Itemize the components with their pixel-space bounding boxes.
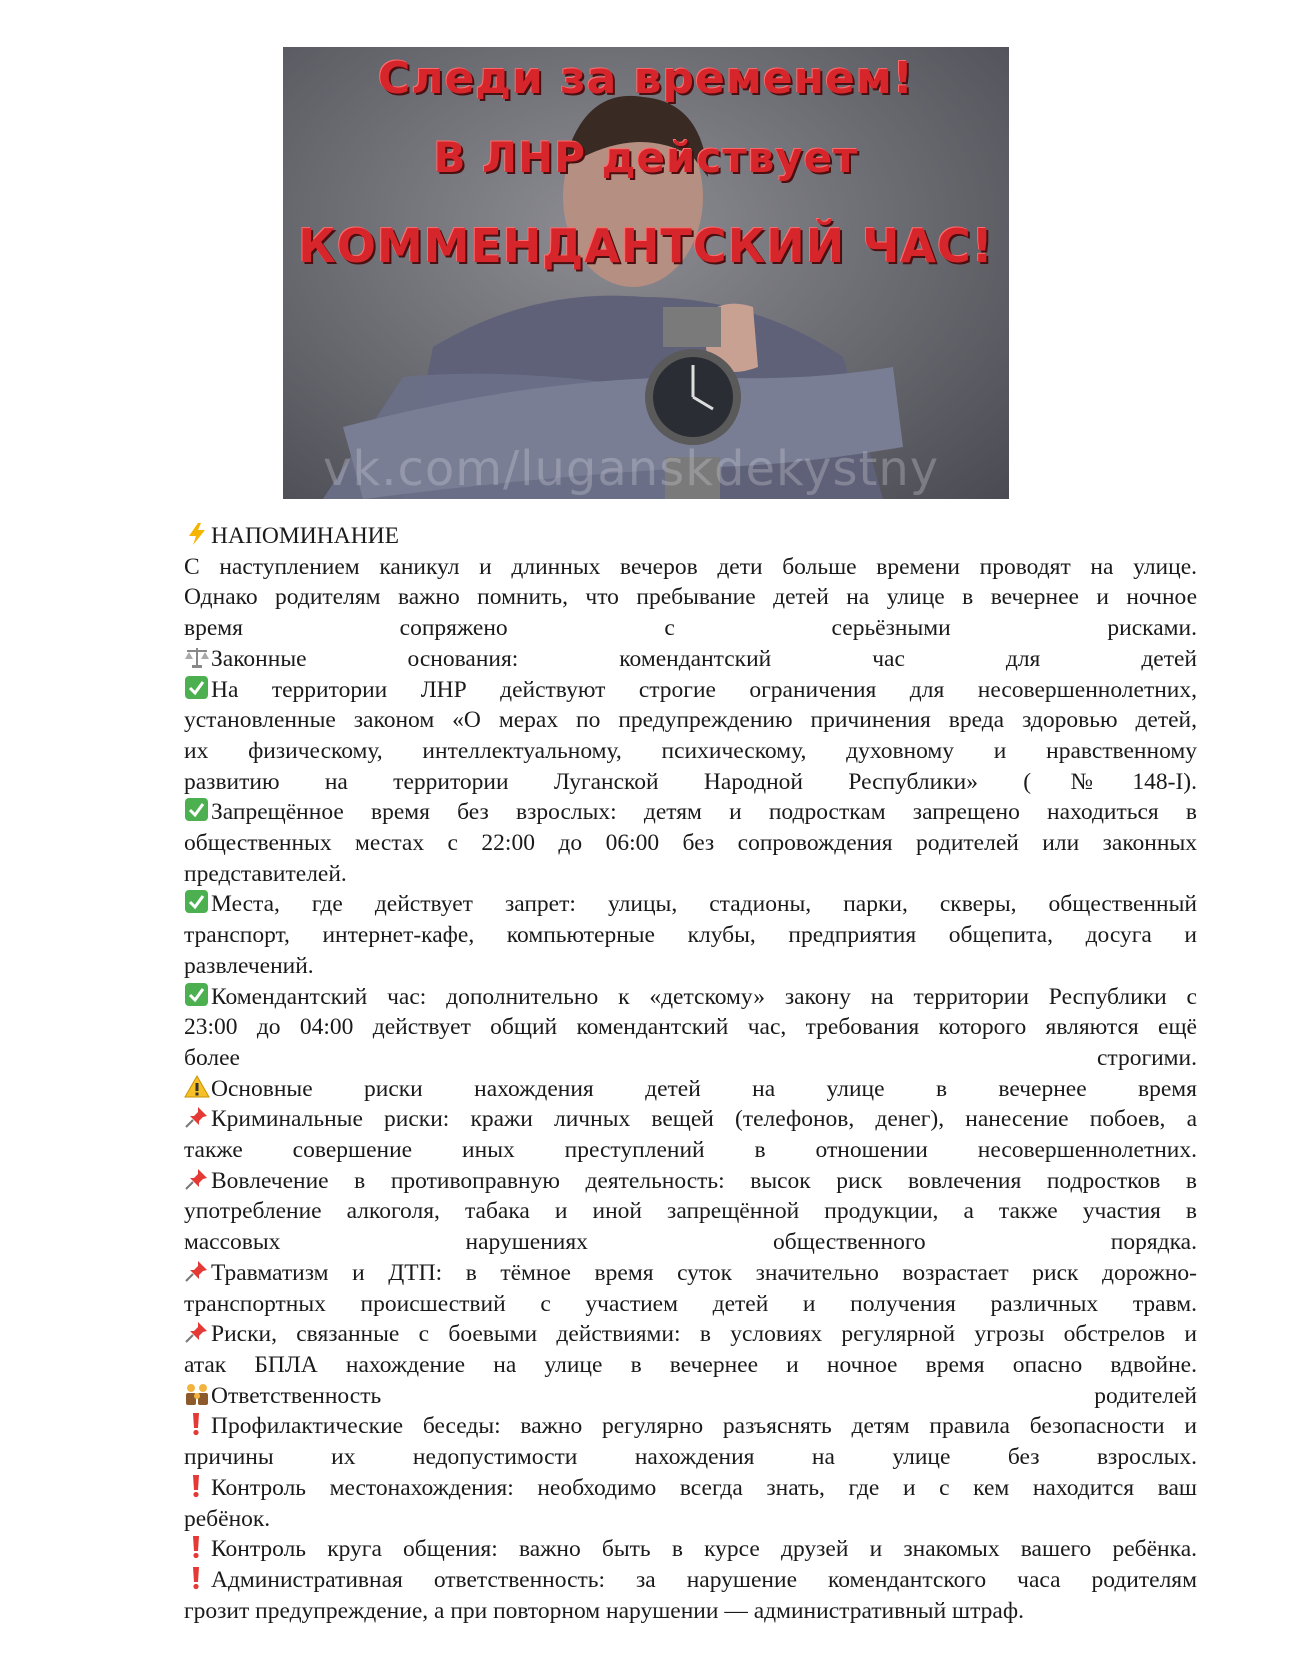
- text-line: Запрещённое время без взрослых: детям и подросткам запрещено находиться в: [184, 797, 1197, 828]
- text-line: их физическому, интеллектуальному, психическому, духовному и нравственному: [184, 737, 1197, 764]
- text-line: Законные основания: комендантский час для детей: [184, 644, 1197, 675]
- pushpin-icon: [184, 1259, 210, 1283]
- text-line: 23:00 до 04:00 действует общий комендантский час, требования которого являются ещё: [184, 1014, 1197, 1041]
- text-line: причины их недопустимости нахождения на улице без взрослых.: [184, 1444, 1197, 1471]
- poster-illustration: [283, 47, 1009, 499]
- text-line: установленные законом «О мерах по предупреждению причинения вреда здоровью детей,: [184, 707, 1197, 734]
- text-line: более строгими.: [184, 1044, 1197, 1071]
- text-line: представителей.: [184, 860, 347, 887]
- check-mark-icon: [184, 983, 210, 1007]
- lightning-icon: [184, 522, 210, 546]
- check-mark-icon: [184, 798, 210, 822]
- text-line: Контроль местонахождения: необходимо всегда знать, где и с кем находится ваш: [184, 1473, 1197, 1504]
- text-line: также совершение иных преступлений в отношении несовершеннолетних.: [184, 1137, 1197, 1164]
- text-line: Риски, связанные с боевыми действиями: в условиях регулярной угрозы обстрелов и: [184, 1319, 1197, 1350]
- text-line: Комендантский час: дополнительно к «детскому» закону на территории Республики с: [184, 982, 1197, 1013]
- text-line: Профилактические беседы: важно регулярно разъяснять детям правила безопасности и: [184, 1411, 1197, 1442]
- scales-icon: [184, 645, 210, 669]
- exclamation-icon: [184, 1474, 210, 1498]
- warning-icon: [184, 1075, 210, 1099]
- pushpin-icon: [184, 1105, 210, 1129]
- curfew-poster: [283, 47, 1009, 499]
- text-line: Криминальные риски: кражи личных вещей (телефонов, денег), нанесение побоев, а: [184, 1104, 1197, 1135]
- text-line: грозит предупреждение, а при повторном нарушении — административный штраф.: [184, 1597, 1024, 1624]
- text-line: массовых нарушениях общественного порядка.: [184, 1229, 1197, 1256]
- poster-title-line-3: КОММЕНДАНТСКИЙ ЧАС!: [298, 219, 994, 273]
- check-mark-icon: [184, 676, 210, 700]
- exclamation-icon: [184, 1412, 210, 1436]
- text-line: На территории ЛНР действуют строгие ограничения для несовершеннолетних,: [184, 675, 1197, 706]
- text-line: Административная ответственность: за нарушение комендантского часа родителям: [184, 1565, 1197, 1596]
- text-line: развитию на территории Луганской Народной Республики» (№148-I).: [184, 768, 1197, 795]
- exclamation-icon: [184, 1535, 210, 1559]
- text-line: Места, где действует запрет: улицы, стадионы, парки, скверы, общественный: [184, 889, 1197, 920]
- text-line: общественных местах с 22:00 до 06:00 без сопровождения родителей или законных: [184, 830, 1197, 857]
- family-icon: [184, 1382, 210, 1406]
- text-line: атак БПЛА нахождение на улице в вечернее и ночное время опасно вдвойне.: [184, 1351, 1197, 1378]
- text-line: Ответственность родителей: [184, 1381, 1197, 1412]
- exclamation-icon: [184, 1566, 210, 1590]
- text-line: Контроль круга общения: важно быть в курсе друзей и знакомых вашего ребёнка.: [184, 1534, 1197, 1565]
- notice-text: [184, 521, 1197, 1626]
- poster-watermark: vk.com/luganskdekystny: [323, 441, 940, 497]
- text-line: транспортных происшествий с участием детей и получения различных травм.: [184, 1290, 1197, 1317]
- text-line: транспорт, интернет-кафе, компьютерные клубы, предприятия общепита, досуга и: [184, 922, 1197, 949]
- text-line: Основные риски нахождения детей на улице в вечернее время: [184, 1074, 1197, 1105]
- text-line: Травматизм и ДТП: в тёмное время суток значительно возрастает риск дорожно-: [184, 1258, 1197, 1289]
- text-line: С наступлением каникул и длинных вечеров дети больше времени проводят на улице.: [184, 553, 1197, 580]
- check-mark-icon: [184, 890, 210, 914]
- text-line: НАПОМИНАНИЕ: [184, 521, 1197, 552]
- text-line: Однако родителям важно помнить, что пребывание детей на улице в вечернее и ночное: [184, 584, 1197, 611]
- poster-title-line-1: Следи за временем!: [378, 53, 914, 104]
- text-line: развлечений.: [184, 952, 314, 979]
- text-line: ребёнок.: [184, 1505, 271, 1532]
- poster-title-line-2: В ЛНР действует: [433, 133, 859, 182]
- pushpin-icon: [184, 1320, 210, 1344]
- text-line: Вовлечение в противоправную деятельность: высок риск вовлечения подростков в: [184, 1166, 1197, 1197]
- text-line: время сопряжено с серьёзными рисками.: [184, 615, 1197, 642]
- text-line: употребление алкоголя, табака и иной запрещённой продукции, а также участия в: [184, 1198, 1197, 1225]
- pushpin-icon: [184, 1167, 210, 1191]
